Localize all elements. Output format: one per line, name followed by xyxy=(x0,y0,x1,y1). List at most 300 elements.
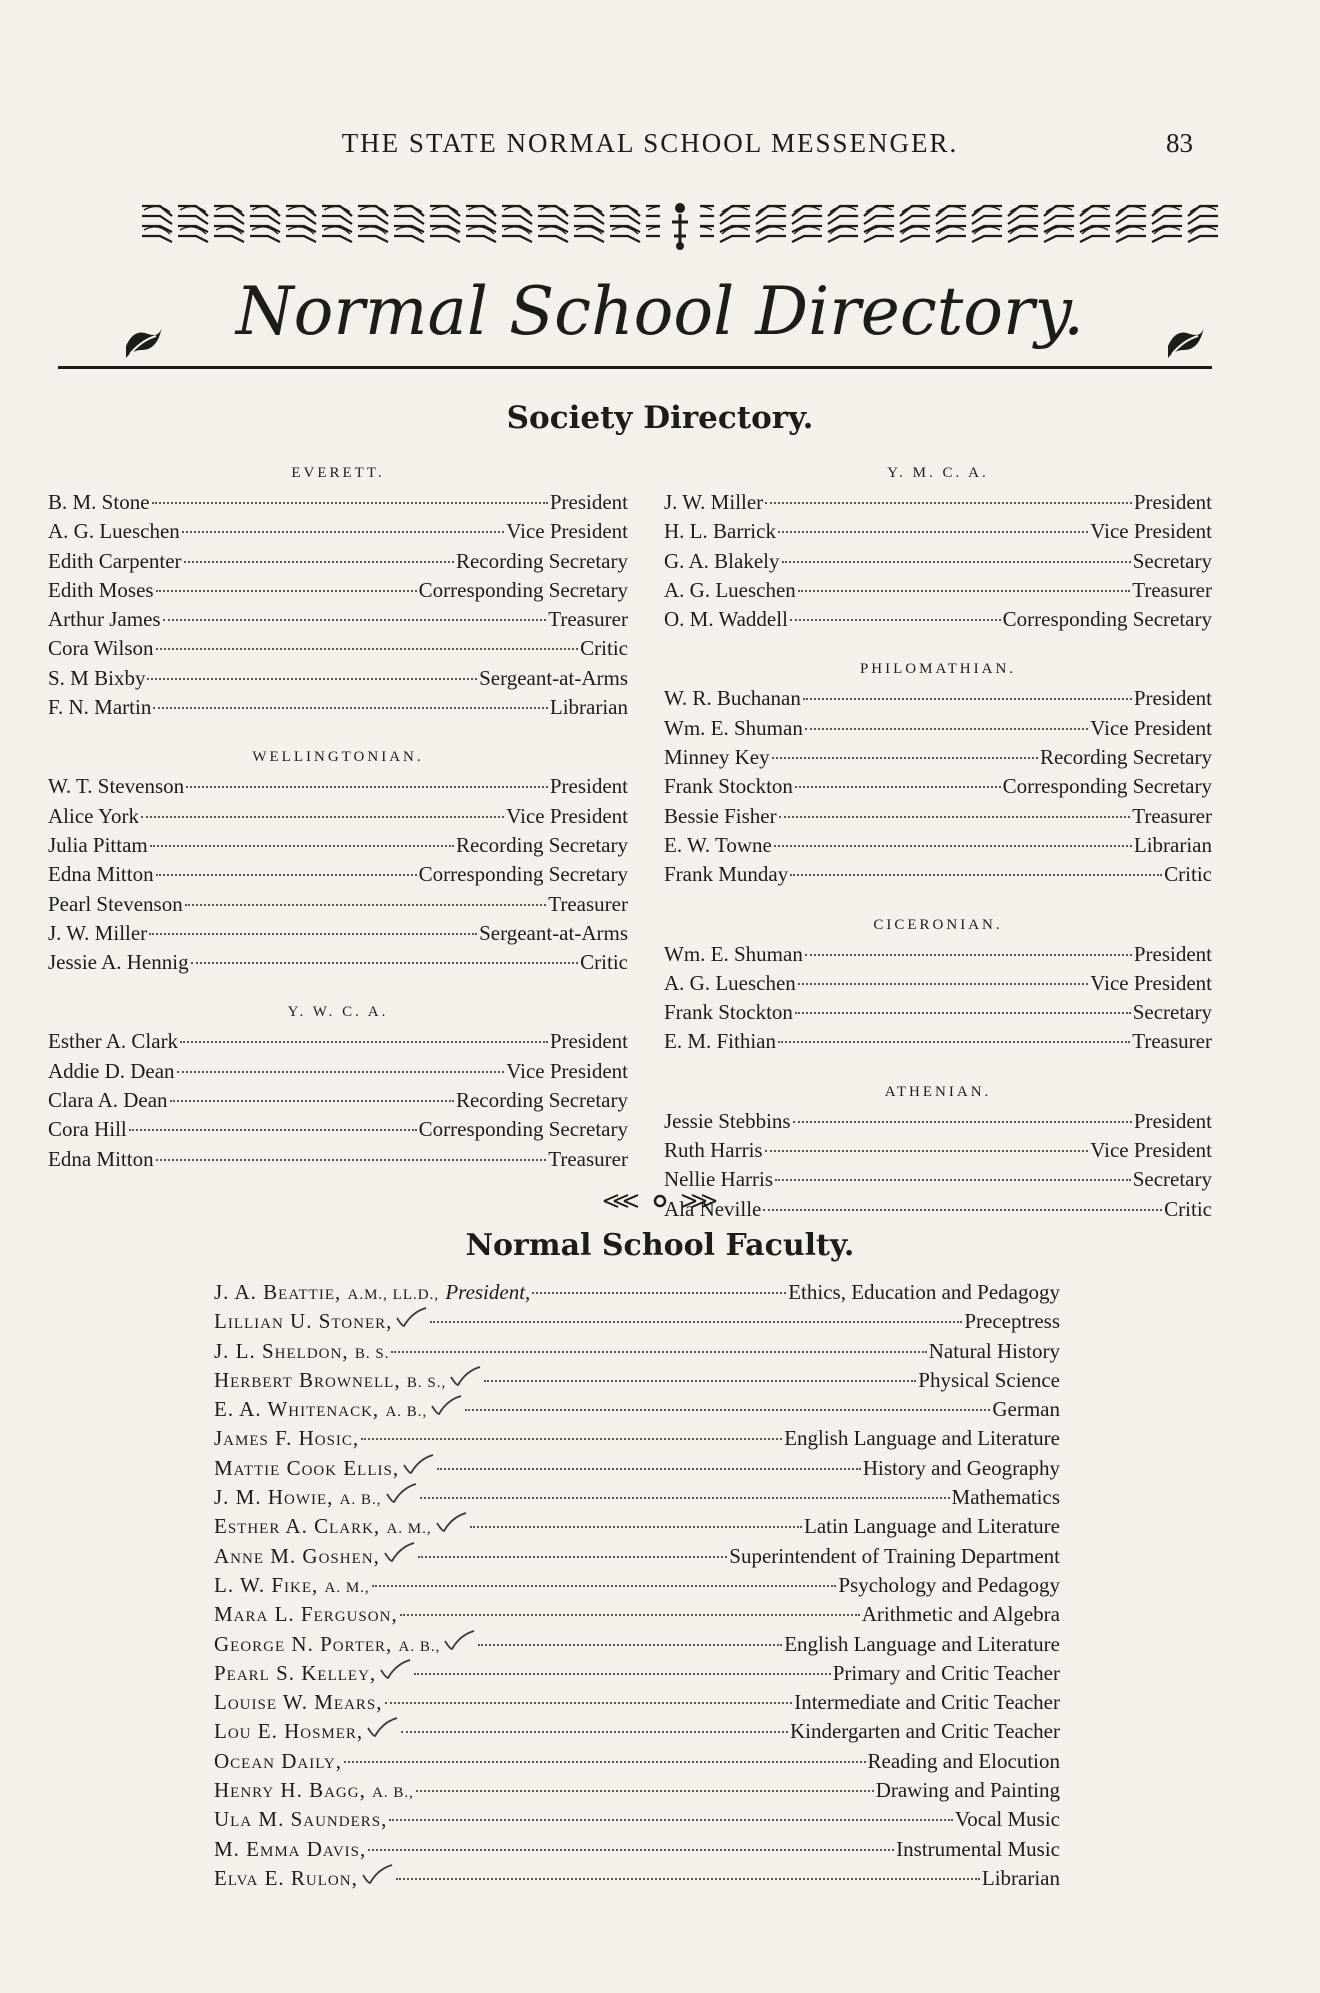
dot-leader xyxy=(361,1438,782,1440)
faculty-name-group xyxy=(214,1776,414,1808)
faculty-row xyxy=(214,1600,1060,1629)
officer-role: President xyxy=(549,1029,628,1054)
officer-row xyxy=(664,743,1212,772)
pencil-check-mark-icon xyxy=(378,1660,412,1680)
officer-role: Corresponding Secretary xyxy=(418,1117,628,1142)
dot-leader xyxy=(795,786,1001,788)
officer-name: S. M Bixby xyxy=(48,665,146,690)
officer-role: Corresponding Secretary xyxy=(1002,774,1212,799)
dot-leader xyxy=(385,1702,793,1704)
dot-leader xyxy=(478,1644,782,1646)
officer-name: Ruth Harris xyxy=(664,1138,763,1163)
dot-leader xyxy=(790,619,1001,621)
officer-row xyxy=(48,919,628,948)
faculty-name-group xyxy=(214,1424,359,1453)
officer-name: J. W. Miller xyxy=(664,490,764,514)
dot-leader xyxy=(778,531,1088,533)
officer-role: Vice President xyxy=(506,519,628,544)
faculty-degree: A. B., xyxy=(339,1492,382,1509)
faculty-name-group xyxy=(214,1542,380,1571)
faculty-row xyxy=(214,1630,1060,1659)
officer-name: W. T. Stevenson xyxy=(48,774,185,799)
faculty-degree: A. M., xyxy=(386,1521,432,1538)
page-title: Normal School Directory. xyxy=(235,273,1085,350)
faculty-name-group xyxy=(214,1483,382,1515)
officer-role: President xyxy=(1133,1108,1212,1133)
faculty-row xyxy=(214,1307,1060,1336)
divider-ornament xyxy=(600,1190,720,1212)
officer-role: Vice President xyxy=(1090,1138,1212,1163)
dot-leader xyxy=(418,1556,727,1558)
society-name: Y. M. C. A. xyxy=(887,465,989,481)
faculty-degree: A.M., LL.D., xyxy=(347,1287,440,1303)
officer-name: Jessie Stebbins xyxy=(664,1108,791,1133)
faculty-name: Lou E. Hosmer, xyxy=(214,1719,364,1744)
officer-row xyxy=(48,576,628,605)
officer-role: Recording Secretary xyxy=(1039,745,1212,770)
officer-role: Treasurer xyxy=(548,891,628,916)
officer-role: Vice President xyxy=(1090,519,1212,544)
officer-role: Recording Secretary xyxy=(455,1088,628,1113)
faculty-degree: B. S., xyxy=(406,1374,447,1391)
directory-title xyxy=(110,262,1210,362)
officer-name: A. G. Lueschen xyxy=(48,519,180,544)
dot-leader xyxy=(401,1731,788,1733)
faculty-row xyxy=(214,1454,1060,1483)
officer-role: Secretary xyxy=(1132,548,1212,573)
officer-row xyxy=(664,714,1212,743)
ornament-band-graphic xyxy=(140,196,1220,252)
society-name: ATHENIAN. xyxy=(884,1083,992,1100)
officer-name: Nellie Harris xyxy=(664,1167,774,1192)
faculty-degree: A. M., xyxy=(324,1579,370,1596)
faculty-name: Anne M. Goshen, xyxy=(214,1543,380,1568)
dot-leader xyxy=(372,1585,837,1587)
dot-leader xyxy=(396,1878,980,1880)
dot-leader xyxy=(763,1209,1162,1211)
faculty-name: Mattie Cook Ellis, xyxy=(214,1455,400,1480)
society-column-right xyxy=(664,458,1212,1224)
officer-row xyxy=(664,684,1212,713)
faculty-name-group xyxy=(214,1571,370,1603)
faculty-subject: Primary and Critic Teacher xyxy=(832,1660,1060,1685)
faculty-subject: Physical Science xyxy=(918,1367,1060,1392)
dot-leader xyxy=(772,757,1038,759)
faculty-row xyxy=(214,1278,1060,1307)
faculty-name: J. M. Howie, xyxy=(214,1485,334,1510)
faculty-subject: Kindergarten and Critic Teacher xyxy=(789,1719,1060,1744)
faculty-subject: Ethics, Education and Pedagogy xyxy=(788,1280,1060,1304)
faculty-row xyxy=(214,1688,1060,1717)
faculty-name-group xyxy=(214,1688,383,1717)
officer-row xyxy=(48,1145,628,1174)
dot-leader xyxy=(180,1041,548,1043)
faculty-subject: Latin Language and Literature xyxy=(804,1514,1060,1539)
dot-leader xyxy=(156,1159,547,1161)
pencil-check-mark-icon xyxy=(365,1718,399,1738)
faculty-heading: Normal School Faculty. xyxy=(465,1228,855,1263)
faculty-name-group xyxy=(214,1337,389,1369)
officer-name: Alice York xyxy=(48,803,140,828)
officer-role: Secretary xyxy=(1132,1000,1212,1025)
dot-leader xyxy=(186,786,548,788)
pencil-check-mark-icon xyxy=(384,1484,418,1504)
dot-leader xyxy=(156,590,417,592)
faculty-row xyxy=(214,1659,1060,1688)
officer-role: President xyxy=(1133,941,1212,966)
officer-role: President xyxy=(549,774,628,799)
officer-name: Frank Munday xyxy=(664,862,789,887)
officer-name: Julia Pittam xyxy=(48,832,148,857)
dot-leader xyxy=(765,1150,1089,1152)
officer-row xyxy=(664,802,1212,831)
officer-role: Critic xyxy=(1164,862,1212,887)
faculty-row xyxy=(214,1337,1060,1366)
officer-role: Vice President xyxy=(506,1058,628,1083)
faculty-name-group xyxy=(214,1454,399,1483)
faculty-row xyxy=(214,1366,1060,1395)
dot-leader xyxy=(790,874,1162,876)
officer-role: Vice President xyxy=(1090,970,1212,995)
officer-role: Treasurer xyxy=(548,1146,628,1171)
faculty-name: M. Emma Davis, xyxy=(214,1836,367,1861)
faculty-row xyxy=(214,1864,1060,1893)
faculty-subject: Natural History xyxy=(928,1338,1060,1363)
officer-row xyxy=(664,940,1212,969)
faculty-degree: A. B., xyxy=(398,1638,441,1655)
dot-leader xyxy=(782,561,1131,563)
officer-role: Treasurer xyxy=(1132,803,1212,828)
officer-name: G. A. Blakely xyxy=(664,548,780,573)
officer-row xyxy=(48,488,628,517)
dot-leader xyxy=(129,1129,417,1131)
officer-row xyxy=(48,1086,628,1115)
faculty-name-group xyxy=(214,1805,387,1834)
faculty-name-group xyxy=(214,1835,366,1864)
faculty-row xyxy=(214,1805,1060,1834)
officer-role: President xyxy=(1133,686,1212,711)
officer-role: Treasurer xyxy=(548,607,628,632)
dot-leader xyxy=(470,1526,802,1528)
page-number: 83 xyxy=(1166,128,1193,158)
officer-role: Corresponding Secretary xyxy=(1002,607,1212,632)
officer-row xyxy=(664,1165,1212,1194)
officer-name: Clara A. Dean xyxy=(48,1088,168,1113)
dot-leader xyxy=(344,1761,866,1763)
ornament-band xyxy=(140,196,1220,252)
officer-name: Esther A. Clark xyxy=(48,1029,179,1054)
faculty-row xyxy=(214,1717,1060,1746)
officer-row xyxy=(664,998,1212,1027)
officer-role: Secretary xyxy=(1132,1167,1212,1192)
officer-row xyxy=(48,1115,628,1144)
faculty-degree: A. B., xyxy=(385,1404,428,1421)
leaf-ornament-icon xyxy=(120,292,168,340)
officer-name: Pearl Stevenson xyxy=(48,891,183,916)
dot-leader xyxy=(152,502,548,504)
dot-leader xyxy=(775,1179,1131,1181)
faculty-name-group xyxy=(214,1395,427,1427)
faculty-row xyxy=(214,1571,1060,1600)
officer-row xyxy=(48,802,628,831)
faculty-row xyxy=(214,1483,1060,1512)
pencil-check-mark-icon xyxy=(382,1543,416,1563)
faculty-subject: Intermediate and Critic Teacher xyxy=(794,1690,1060,1715)
officer-name: Frank Stockton xyxy=(664,1000,793,1025)
dot-leader xyxy=(150,845,454,847)
society-name: EVERETT. xyxy=(291,465,385,481)
dot-leader xyxy=(430,1321,962,1323)
faculty-list xyxy=(214,1278,1060,1893)
officer-name: Wm. E. Shuman xyxy=(664,715,803,740)
officer-name: Edna Mitton xyxy=(48,862,154,887)
officer-row xyxy=(664,517,1212,546)
faculty-name: Pearl S. Kelley, xyxy=(214,1660,377,1685)
faculty-row xyxy=(214,1835,1060,1864)
officer-role: Treasurer xyxy=(1132,577,1212,602)
faculty-office: President, xyxy=(445,1280,531,1304)
dot-leader xyxy=(798,983,1088,985)
officer-name: O. M. Waddell xyxy=(664,607,788,632)
officer-row xyxy=(664,576,1212,605)
dot-leader xyxy=(153,707,548,709)
officer-name: Edna Mitton xyxy=(48,1146,154,1171)
society-name: CICERONIAN. xyxy=(873,916,1003,933)
officer-role: Vice President xyxy=(1090,715,1212,740)
faculty-row xyxy=(214,1424,1060,1453)
dot-leader xyxy=(765,502,1132,504)
dot-leader xyxy=(793,1121,1132,1123)
officer-role: Recording Secretary xyxy=(455,832,628,857)
officer-row xyxy=(48,517,628,546)
officer-role: Sergeant-at-Arms xyxy=(479,920,628,945)
faculty-name: J. L. Sheldon, xyxy=(214,1338,349,1363)
officer-name: Wm. E. Shuman xyxy=(664,941,803,966)
faculty-name-group xyxy=(214,1864,358,1893)
officer-role: Critic xyxy=(1164,1196,1212,1221)
pencil-check-mark-icon xyxy=(394,1308,428,1328)
officer-name: A. G. Lueschen xyxy=(664,577,796,602)
officer-row xyxy=(664,831,1212,860)
faculty-subject: Librarian xyxy=(981,1865,1060,1890)
officer-name: Arthur James xyxy=(48,607,161,632)
officer-row xyxy=(664,1136,1212,1165)
officer-role: Corresponding Secretary xyxy=(418,577,628,602)
society-gap xyxy=(664,890,1212,910)
officer-row xyxy=(48,948,628,977)
officer-row xyxy=(48,693,628,722)
officer-row xyxy=(48,547,628,576)
officer-name: B. M. Stone xyxy=(48,490,150,514)
officer-name: Ala Neville xyxy=(664,1196,762,1221)
faculty-subject: Superintendent of Training Department xyxy=(729,1543,1060,1568)
officer-name: Addie D. Dean xyxy=(48,1058,175,1083)
officer-row xyxy=(48,831,628,860)
faculty-name: Lillian U. Stoner, xyxy=(214,1309,393,1334)
society-name: PHILOMATHIAN. xyxy=(859,661,1017,678)
dot-leader xyxy=(437,1468,861,1470)
pencil-check-mark-icon xyxy=(429,1396,463,1416)
officer-row xyxy=(664,1195,1212,1224)
officer-row xyxy=(48,890,628,919)
faculty-row xyxy=(214,1395,1060,1424)
officer-name: Minney Key xyxy=(664,745,770,770)
officer-row xyxy=(664,1107,1212,1136)
running-title: THE STATE NORMAL SCHOOL MESSENGER. xyxy=(341,128,959,158)
society-directory-heading: Society Directory. xyxy=(506,400,814,436)
faculty-name: George N. Porter, xyxy=(214,1631,393,1656)
dot-leader xyxy=(795,1012,1131,1014)
dot-leader xyxy=(400,1614,860,1616)
dot-leader xyxy=(368,1849,894,1851)
dot-leader xyxy=(805,728,1088,730)
officer-row xyxy=(664,772,1212,801)
officer-role: President xyxy=(1133,490,1212,514)
officer-role: President xyxy=(549,490,628,514)
officer-row xyxy=(664,1027,1212,1056)
dot-leader xyxy=(185,904,547,906)
faculty-name: Mara L. Ferguson, xyxy=(214,1602,398,1627)
dot-leader xyxy=(465,1409,990,1411)
officer-name: A. G. Lueschen xyxy=(664,970,796,995)
faculty-name: Henry H. Bagg, xyxy=(214,1778,366,1803)
faculty-subject: History and Geography xyxy=(862,1455,1060,1480)
pencil-check-mark-icon xyxy=(401,1455,435,1475)
faculty-degree: B. S. xyxy=(354,1345,390,1362)
dot-leader xyxy=(774,845,1132,847)
pencil-check-mark-icon xyxy=(442,1631,476,1651)
officer-name: H. L. Barrick xyxy=(664,519,776,544)
dot-leader xyxy=(156,874,417,876)
faculty-subject: Preceptress xyxy=(964,1309,1060,1334)
dot-leader xyxy=(147,678,477,680)
society-column-left xyxy=(48,458,628,1174)
officer-row xyxy=(664,969,1212,998)
dot-leader xyxy=(391,1351,926,1353)
officer-name: Cora Hill xyxy=(48,1117,127,1142)
faculty-subject: Vocal Music xyxy=(954,1807,1060,1832)
faculty-name-group xyxy=(214,1659,376,1688)
faculty-name: E. A. Whitenack, xyxy=(214,1397,380,1422)
dot-leader xyxy=(803,698,1132,700)
faculty-name: Ula M. Saunders, xyxy=(214,1807,388,1832)
officer-name: E. M. Fithian xyxy=(664,1029,777,1054)
divider-ornament-graphic xyxy=(600,1190,720,1212)
dot-leader xyxy=(532,1292,786,1294)
officer-role: Corresponding Secretary xyxy=(418,862,628,887)
officer-row xyxy=(48,772,628,801)
officer-row xyxy=(664,605,1212,634)
leaf-ornament-icon xyxy=(1162,292,1210,340)
officer-role: Librarian xyxy=(549,695,628,720)
officer-row xyxy=(48,1027,628,1056)
dot-leader xyxy=(163,619,547,621)
dot-leader xyxy=(779,816,1131,818)
officer-name: W. R. Buchanan xyxy=(664,686,801,711)
faculty-subject: Reading and Elocution xyxy=(867,1748,1060,1773)
officer-role: Treasurer xyxy=(1132,1029,1212,1054)
officer-row xyxy=(664,547,1212,576)
faculty-subject: English Language and Literature xyxy=(784,1631,1060,1656)
faculty-row xyxy=(214,1747,1060,1776)
faculty-name-group xyxy=(214,1278,530,1310)
officer-row xyxy=(48,1057,628,1086)
officer-name: Bessie Fisher xyxy=(664,803,777,828)
society-gap xyxy=(48,722,628,742)
officer-name: Edith Carpenter xyxy=(48,548,182,573)
faculty-name: Herbert Brownell, xyxy=(214,1367,401,1392)
faculty-name: L. W. Fike, xyxy=(214,1572,319,1597)
dot-leader xyxy=(416,1790,874,1792)
pencil-check-mark-icon xyxy=(360,1865,394,1885)
dot-leader xyxy=(191,962,579,964)
officer-role: Critic xyxy=(580,636,628,661)
officer-role: Recording Secretary xyxy=(455,548,628,573)
officer-row xyxy=(664,488,1212,517)
officer-name: Edith Moses xyxy=(48,577,154,602)
officer-name: J. W. Miller xyxy=(48,920,148,945)
dot-leader xyxy=(141,816,504,818)
society-gap xyxy=(48,977,628,997)
faculty-subject: Drawing and Painting xyxy=(875,1778,1060,1803)
society-name: Y. W. C. A. xyxy=(287,1004,389,1021)
faculty-name-group xyxy=(214,1307,392,1336)
faculty-name: Elva E. Rulon, xyxy=(214,1865,358,1890)
faculty-name: J. A. Beattie, xyxy=(214,1280,342,1304)
faculty-subject: English Language and Literature xyxy=(784,1426,1060,1451)
society-gap xyxy=(664,634,1212,654)
faculty-row xyxy=(214,1776,1060,1805)
dot-leader xyxy=(156,648,579,650)
faculty-subject: Mathematics xyxy=(951,1485,1060,1510)
officer-name: Cora Wilson xyxy=(48,636,154,661)
faculty-subject: Psychology and Pedagogy xyxy=(838,1572,1060,1597)
faculty-name-group xyxy=(214,1366,446,1398)
faculty-degree: A. B., xyxy=(372,1785,414,1802)
dot-leader xyxy=(389,1819,952,1821)
dot-leader xyxy=(778,1041,1130,1043)
running-head xyxy=(0,128,1320,168)
officer-role: Sergeant-at-Arms xyxy=(479,665,628,690)
officer-row xyxy=(664,860,1212,889)
faculty-subject: German xyxy=(992,1397,1060,1422)
officer-role: Critic xyxy=(580,950,628,975)
dot-leader xyxy=(149,933,477,935)
officer-row xyxy=(48,860,628,889)
dot-leader xyxy=(182,531,504,533)
faculty-subject: Arithmetic and Algebra xyxy=(861,1602,1060,1627)
dot-leader xyxy=(414,1673,831,1675)
dot-leader xyxy=(177,1071,505,1073)
officer-row xyxy=(48,605,628,634)
faculty-name: Ocean Daily, xyxy=(214,1748,342,1773)
faculty-name: James F. Hosic, xyxy=(214,1426,360,1451)
title-rule xyxy=(58,366,1212,369)
pencil-check-mark-icon xyxy=(448,1367,482,1387)
faculty-name-group xyxy=(214,1747,342,1776)
officer-role: Vice President xyxy=(506,803,628,828)
dot-leader xyxy=(170,1100,454,1102)
officer-name: F. N. Martin xyxy=(48,695,152,720)
faculty-name-group xyxy=(214,1600,398,1629)
faculty-name-group xyxy=(214,1717,363,1746)
faculty-subject: Instrumental Music xyxy=(896,1836,1060,1861)
dot-leader xyxy=(805,954,1132,956)
dot-leader xyxy=(184,561,454,563)
officer-name: Jessie A. Hennig xyxy=(48,950,189,975)
officer-row xyxy=(48,634,628,663)
faculty-row xyxy=(214,1512,1060,1541)
